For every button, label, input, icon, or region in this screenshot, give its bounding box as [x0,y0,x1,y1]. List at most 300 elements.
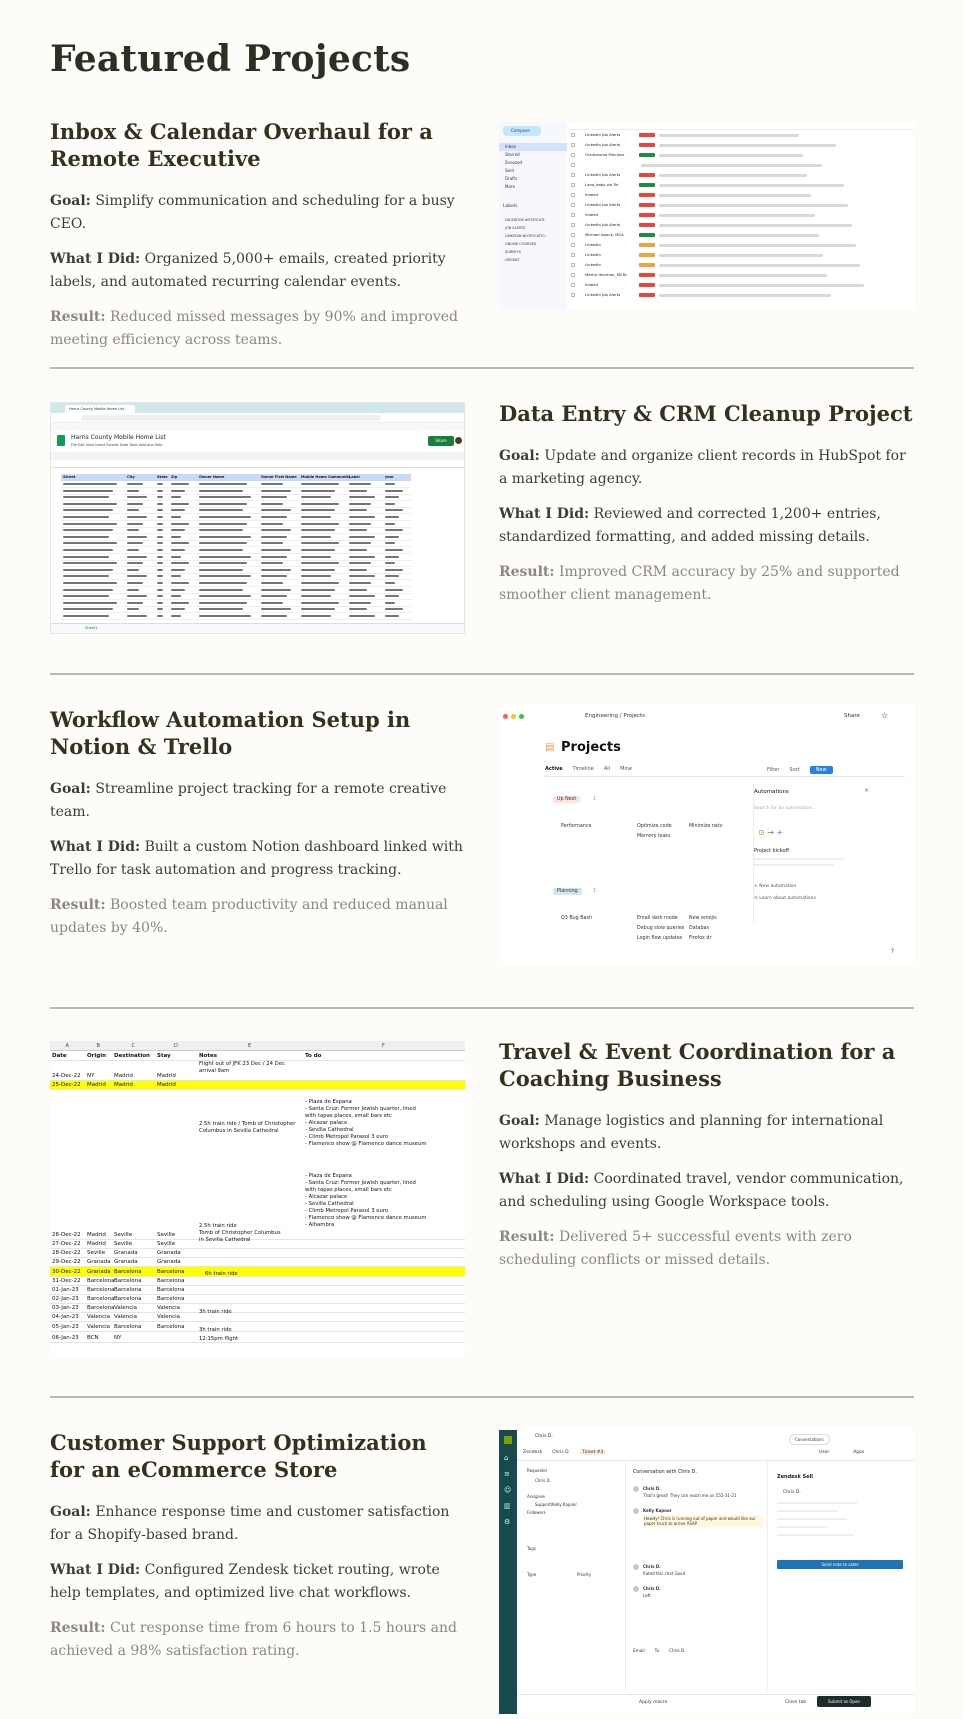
email-tag [639,153,655,157]
notion-page-title: Projects [561,740,621,755]
task-item[interactable]: Firefox dr [689,936,712,941]
email-sender: LinkedIn Job Alerts [585,292,621,297]
task-item[interactable]: Databas [689,926,709,931]
message-text: Rated this chat Good [643,1571,686,1576]
travel-cell: 31-Dec-22 [52,1278,81,1284]
email-checkbox[interactable] [571,143,575,147]
assignee-value[interactable]: Support/Kelly Kapoor [535,1502,577,1507]
email-row[interactable] [569,202,914,209]
email-tag [639,173,655,177]
zendesk-tab[interactable]: Ticket #3 [582,1450,604,1455]
gmail-folder[interactable]: Starred [505,152,520,157]
travel-cell: Madrid [114,1082,133,1088]
travel-cell: Barcelona [157,1269,185,1275]
email-row[interactable] [569,132,914,139]
email-checkbox[interactable] [571,263,575,267]
group-count: 1 [593,797,597,802]
email-checkbox[interactable] [571,283,575,287]
travel-cell: Date [52,1053,67,1059]
email-tag [639,233,655,237]
email-sender: Michael Isaack, MCA [585,232,624,237]
email-row[interactable] [569,242,914,249]
group-count: 1 [593,889,597,894]
sheet-column-header: Label [349,475,360,479]
travel-cell: Granada [87,1259,111,1265]
email-checkbox[interactable] [571,223,575,227]
email-checkbox[interactable] [571,253,575,257]
project-workflow-automation [50,706,465,952]
gmail-label[interactable]: JOB ALERTS [505,226,526,230]
gmail-folder[interactable]: Inbox [505,144,516,149]
travel-row[interactable] [50,1295,465,1304]
close-icon[interactable]: × [863,787,869,794]
email-tag [639,293,655,297]
travel-cell: Barcelona [114,1269,142,1275]
travel-cell: 30-Dec-22 [52,1269,81,1275]
notion-view-tab[interactable]: Mine [620,766,633,772]
views-icon[interactable]: ≡ [504,1470,510,1478]
travel-cell: BCN [87,1335,99,1341]
email-checkbox[interactable] [571,273,575,277]
sheet-column-header: City [127,475,135,479]
sheet-column-header: State [157,475,168,479]
gmail-label[interactable]: FACEBOOK NOTIFICATI.. [505,218,547,222]
project-result: Result: Delivered 5+ successful events with zero scheduling conflicts or missed details. [499,1229,852,1268]
travel-cell: Seville [114,1241,133,1247]
travel-row[interactable] [50,1258,465,1267]
sheet-column-header: Mobile Home Community [301,475,351,479]
sheet-column-header: Zip [171,475,178,479]
email-tag [639,183,655,187]
gmail-folder[interactable]: Snoozed [505,160,523,165]
travel-cell: Barcelona [87,1278,115,1284]
travel-cell: Barcelona [157,1296,185,1302]
message-text: Left [643,1593,651,1598]
composer-field[interactable]: To [654,1648,660,1653]
column-letter[interactable]: A [65,1043,69,1049]
travel-cell: 25-Dec-22 [52,1082,81,1088]
travel-cell: 05-Jan-23 [52,1324,79,1330]
project-crm-cleanup [499,400,914,619]
avatar [633,1564,639,1570]
divider [50,1007,914,1009]
zendesk-screenshot [499,1430,914,1714]
travel-cell: Seville [157,1232,176,1238]
email-sender: LinkedIn Job Alerts [585,132,621,137]
conversations-pill[interactable]: Conversations [789,1434,830,1445]
group-tag[interactable]: Up Next [553,796,580,803]
email-sender: LinkedIn [585,242,601,247]
travel-cell: Origin [87,1053,107,1059]
travel-cell: Madrid [157,1082,176,1088]
project-goal: Goal: Streamline project tracking for a remote creative team. [50,781,447,820]
page-title: Featured Projects [50,38,411,80]
notion-view-tab[interactable]: All [603,766,611,772]
new-button[interactable]: New [810,766,833,774]
travel-cell: Barcelona [157,1287,185,1293]
travel-cell: Granada [87,1269,111,1275]
right-panel-title: Zendesk Sell [777,1474,814,1480]
gmail-label[interactable]: ONLINE COURSES [505,242,537,246]
email-tag [639,213,655,217]
project-what-i-did: What I Did: Organized 5,000+ emails, created priority labels, and automated recurring calendar events. [50,251,446,290]
zendesk-panel-tab[interactable]: Apps [853,1450,865,1455]
travel-cell: Valencia [114,1314,138,1320]
travel-cell: Stay [157,1053,171,1059]
notion-group [545,888,755,964]
sheet-column-header: Owner Name [199,475,225,479]
notion-toolbar-filter[interactable]: Filter [767,767,780,773]
customers-icon[interactable]: ☺ [504,1486,512,1494]
project-travel-coordination [499,1038,914,1284]
chat-message [633,1486,763,1498]
email-tag [639,253,655,257]
composer-field[interactable]: Chris D. [669,1648,686,1653]
message-author: Kelly Kapoor [643,1508,672,1513]
project-what-i-did: What I Did: Built a custom Notion dashboard linked with Trello for task automation and progress tracking. [50,839,463,878]
travel-sheet-screenshot [50,1041,465,1354]
email-row[interactable] [569,172,914,179]
gmail-label[interactable]: LINKEDIN NOTIFICATIO.. [505,234,547,238]
email-row[interactable] [569,292,914,299]
avatar [633,1486,639,1492]
email-checkbox[interactable] [571,173,575,177]
message-author: Chris D. [643,1586,661,1591]
travel-note-block: 2.5h train ride Tomb of Christopher Columbus in Sevilla Cathedral [199,1223,281,1243]
travel-note: 3h train ride [199,1309,232,1315]
browser-tab: Harris County Mobile Home List [65,405,135,413]
task-item[interactable]: Optimize code [637,824,672,829]
apply-macro-button[interactable]: Apply macro [639,1700,668,1705]
automations-title: Automations [754,789,789,795]
email-sender: LinkedIn Job Alerts [585,202,621,207]
travel-cell: Granada [114,1259,138,1265]
travel-cell: Destination [114,1053,150,1059]
message-author: Chris D. [643,1486,661,1491]
zendesk-logo-icon [504,1436,512,1444]
project-goal: Goal: Manage logistics and planning for international workshops and events. [499,1113,884,1152]
email-row[interactable] [569,282,914,289]
ticket-field-label: Requester [527,1468,548,1473]
travel-row[interactable] [50,1277,465,1286]
task-item[interactable]: Minimize netv [689,824,723,829]
notion-view-tab[interactable]: Active [545,766,563,772]
email-checkbox[interactable] [571,203,575,207]
project-what-i-did: What I Did: Reviewed and corrected 1,200+ entries, standardized formatting, and added missing details. [499,506,881,545]
travel-cell: Valencia [87,1324,111,1330]
travel-cell: 24-Dec-22 [52,1073,81,1079]
email-sender: Indeed [585,192,599,197]
column-letter[interactable]: B [96,1043,100,1049]
project-goal: Goal: Update and organize client records in HubSpot for a marketing agency. [499,448,906,487]
requester-tab[interactable]: Chris D. [535,1434,553,1439]
labels-title: Labels [503,204,518,209]
home-icon[interactable]: ⌂ [504,1454,509,1462]
project-title: Customer Support Optimization for an eCommerce Store [50,1430,427,1482]
travel-cell: 03-Jan-23 [52,1305,79,1311]
settings-icon[interactable]: ⚙ [504,1518,511,1526]
travel-cell: 06-Jan-23 [52,1335,79,1341]
email-sender: LinkedIn Job Alerts [585,172,621,177]
gmail-label[interactable]: URGENT [505,258,520,262]
email-row[interactable] [569,152,914,159]
travel-cell: Barcelona [157,1324,185,1330]
email-tag [639,263,655,267]
email-tag [639,273,655,277]
email-checkbox[interactable] [571,233,575,237]
email-checkbox[interactable] [571,293,575,297]
travel-cell: Barcelona [87,1296,115,1302]
travel-cell: Seville [87,1250,106,1256]
email-tag [639,143,655,147]
requester-name[interactable]: Chris D. [535,1478,551,1483]
travel-cell: Granada [157,1259,181,1265]
travel-cell: Seville [157,1241,176,1247]
travel-cell: Barcelona [87,1305,115,1311]
project-goal: Goal: Enhance response time and customer satisfaction for a Shopify-based brand. [50,1504,450,1543]
travel-cell: Barcelona [87,1287,115,1293]
travel-cell: To do [305,1053,322,1059]
notion-star-icon[interactable]: ☆ [881,711,889,720]
email-tag [639,193,655,197]
travel-cell: Madrid [114,1073,133,1079]
gmail-label[interactable]: SURVEYS [505,250,521,254]
travel-cell: Madrid [157,1073,176,1079]
email-tag [639,243,655,247]
gmail-folder[interactable]: Sent [505,168,515,173]
travel-cell: Seville [114,1232,133,1238]
email-row[interactable] [569,262,914,269]
project-goal: Goal: Simplify communication and scheduling for a busy CEO. [50,193,455,232]
sheet-column-header: year [385,475,394,479]
breadcrumb[interactable]: Engineering / Projects [585,713,646,719]
zendesk-tab[interactable]: Zendesk [523,1450,543,1455]
project-result: Result: Improved CRM accuracy by 25% and supported smoother client management. [499,564,900,603]
travel-cell: Barcelona [114,1287,142,1293]
automation-item[interactable]: Project kickoff [754,848,789,854]
travel-note: Flight out of JFK 23 Dec / 24 Dec arrival 9am [199,1061,285,1074]
travel-cell: Valencia [87,1314,111,1320]
chat-message [633,1586,763,1598]
project-inbox-calendar [50,118,465,364]
window-zoom-icon [519,714,524,719]
task-item[interactable]: Email dark mode [637,916,678,921]
close-tab-button[interactable]: Close tab [785,1700,807,1705]
window-minimize-icon [511,714,516,719]
email-row[interactable] [569,162,914,169]
travel-cell: Granada [157,1250,181,1256]
travel-note: 3h train ride [199,1327,232,1333]
project-name[interactable]: Performance [561,824,592,829]
travel-cell: 28-Dec-22 [52,1250,81,1256]
travel-header-row[interactable] [50,1051,465,1061]
travel-row[interactable] [50,1286,465,1295]
email-checkbox[interactable] [571,153,575,157]
email-sender: Lana_baby via Tel [585,182,619,187]
gmail-folder[interactable]: More [505,184,515,189]
sheets-screenshot: Harris County Mobile Home List Harris County Mobile Home List File Edit View Insert Format Data Tools Add-ons Help Share Street City State Zip Owner Name Owner First Name Mobile Home Community Label year Sheet1 [50,402,465,634]
project-result: Result: Boosted team productivity and reduced manual updates by 40%. [50,897,448,936]
avatar [455,437,462,444]
zendesk-panel-tab[interactable]: User [819,1450,830,1455]
travel-todo-block: - Plaza de Espana - Santa Cruz: Former Jewish quarter, lined with tapas places, small bars etc - Alcazar palace - Sevilla Cathedral - Climb Metropol Parasol 3 euro - Flamenco show @ Flamenco dance museum [305,1099,427,1147]
zendesk-tab[interactable]: Chris D. [552,1450,571,1455]
email-checkbox[interactable] [571,183,575,187]
project-title: Inbox & Calendar Overhaul for a Remote Executive [50,119,433,171]
email-checkbox[interactable] [571,213,575,217]
task-item[interactable]: Login flow updates [637,936,683,941]
learn-automations-link[interactable]: ⊙ Learn about automations [754,896,816,901]
travel-cell: 04-Jan-23 [52,1314,79,1320]
notion-screenshot [499,704,914,964]
travel-cell: Valencia [157,1305,181,1311]
travel-cell: Valencia [157,1314,181,1320]
travel-cell: NY [114,1335,122,1341]
email-tag [639,223,655,227]
email-sender: LinkedIn Job Alerts [585,142,621,147]
project-customer-support [50,1429,465,1675]
travel-cell: Madrid [87,1082,106,1088]
email-row[interactable] [569,222,914,229]
travel-cell: Madrid [87,1241,106,1247]
project-what-i-did: What I Did: Configured Zendesk ticket routing, wrote help templates, and optimized live chat workflows. [50,1562,440,1601]
divider [50,673,914,675]
task-item[interactable]: New emojis [689,916,717,921]
email-checkbox[interactable] [571,243,575,247]
email-sender: LinkedIn [585,252,601,257]
project-title: Workflow Automation Setup in Notion & Trello [50,707,411,759]
group-tag[interactable]: Planning [553,888,582,895]
compose-button: Compose [503,126,541,136]
sheets-logo-icon [57,435,65,446]
travel-note: 12:15pm flight [199,1336,239,1342]
automation-icons: ⊙ → + [758,828,784,837]
travel-cell: Madrid [87,1232,106,1238]
project-name[interactable]: Q3 Bug Bash [561,916,593,921]
travel-cell: Barcelona [157,1278,185,1284]
notion-toolbar-sort[interactable]: Sort [789,767,800,773]
email-row[interactable] [569,142,914,149]
travel-cell: Barcelona [114,1296,142,1302]
share-button[interactable]: Share [428,436,454,446]
email-row[interactable] [569,212,914,219]
reports-icon[interactable]: ▥ [504,1502,511,1510]
project-result: Result: Reduced missed messages by 90% and improved meeting efficiency across teams. [50,309,458,348]
project-title: Data Entry & CRM Cleanup Project [499,401,913,426]
message-text: Howdy! Chris is running out of paper and would like our paper truck to arrive ASAP [643,1515,763,1527]
email-sender: LinkedIn Job Alerts [585,222,621,227]
automation-search[interactable]: Search for an automation... [754,806,816,811]
right-panel-name: Chris D. [783,1490,801,1495]
sheet-row[interactable] [61,613,411,620]
gmail-folder[interactable]: Drafts [505,176,518,181]
notion-view-tab[interactable]: Timeline [572,766,594,772]
travel-cell: 02-Jan-23 [52,1296,79,1302]
avatar [633,1508,639,1514]
travel-cell: 26-Dec-22 [52,1232,81,1238]
ticket-field-label: Assignee [527,1494,546,1499]
travel-cell: 27-Dec-22 [52,1241,81,1247]
email-checkbox[interactable] [571,163,575,167]
send-note-button[interactable]: Send note to sales [777,1560,903,1569]
travel-cell: Barcelona [114,1278,142,1284]
avatar [633,1586,639,1592]
travel-cell: Barcelona [114,1324,142,1330]
sheet-column-header: Street [63,475,76,479]
submit-button[interactable]: Submit as Open [817,1696,871,1707]
email-sender: Indeed [585,282,599,287]
email-row[interactable] [569,182,914,189]
travel-note: 2.5h train ride / Tomb of Christopher Columbus in Sevilla Cathedral [199,1121,296,1134]
travel-row[interactable] [50,1249,465,1258]
travel-cell: Notes [199,1053,218,1059]
task-item[interactable]: Memory leaks [637,834,671,839]
message-author: Chris D. [643,1564,661,1569]
travel-cell: Valencia [114,1305,138,1311]
ticket-field-label: Type [527,1572,537,1577]
conversation-title: Conversation with Chris D. [633,1470,697,1475]
email-sender: Martin Hauman, MCRL [585,272,628,277]
notion-group [545,796,755,876]
ticket-field-label: Followers [527,1510,546,1515]
ticket-field-label: Priority [577,1572,592,1577]
window-close-icon [503,714,508,719]
email-tag [639,203,655,207]
message-text: That's great! They can reach me on 555-31-21 [643,1493,737,1498]
email-checkbox[interactable] [571,133,575,137]
page-icon: ▤ [545,742,555,753]
new-automation-link[interactable]: + New automation [754,884,797,889]
email-row[interactable] [569,272,914,279]
gmail-screenshot [499,122,914,310]
project-result: Result: Cut response time from 6 hours to 1.5 hours and achieved a 98% satisfaction rating. [50,1620,457,1659]
email-sender: Indeed [585,212,599,217]
email-sender: LinkedIn [585,262,601,267]
travel-cell: NY [87,1073,95,1079]
chat-message [633,1508,763,1527]
email-tag [639,283,655,287]
email-row[interactable] [569,252,914,259]
travel-note: 6h train ride [205,1271,238,1277]
project-what-i-did: What I Did: Coordinated travel, vendor communication, and scheduling using Google Workspace tools. [499,1171,904,1210]
email-checkbox[interactable] [571,193,575,197]
column-letter[interactable]: C [131,1043,135,1049]
travel-row[interactable] [50,1081,465,1090]
help-icon[interactable]: ? [890,948,894,955]
share-button[interactable]: Share [844,713,860,719]
chat-message [633,1564,763,1576]
email-row[interactable] [569,232,914,239]
travel-cell: Granada [114,1250,138,1256]
composer-field[interactable]: Email [633,1648,645,1653]
email-sender: Ochikwuma Precious [585,152,625,157]
email-tag [639,133,655,137]
travel-cell: 29-Dec-22 [52,1259,81,1265]
column-letter[interactable]: F [382,1043,385,1049]
sheet-column-header: Owner First Name [261,475,297,479]
task-item[interactable]: Debug slow queries [637,926,685,931]
ticket-field-label: Tags [527,1546,536,1551]
travel-todo-block: - Plaza de Espana - Santa Cruz: Former Jewish quarter, lined with tapas places, small bars etc - Alcazar palace - Sevilla Cathedral - Climb Metropol Parasol 3 euro - Flamenco show @ Flamenco dance museum - Alhambra [305,1173,427,1228]
divider [50,1396,914,1398]
sheet-title: Harris County Mobile Home List [71,434,166,441]
column-letter[interactable]: D [174,1043,178,1049]
email-row[interactable] [569,192,914,199]
column-letter[interactable]: E [248,1043,252,1049]
project-title: Travel & Event Coordination for a Coaching Business [499,1039,896,1091]
travel-cell: 01-Jan-23 [52,1287,79,1293]
sheet-tab[interactable]: Sheet1 [85,626,98,630]
